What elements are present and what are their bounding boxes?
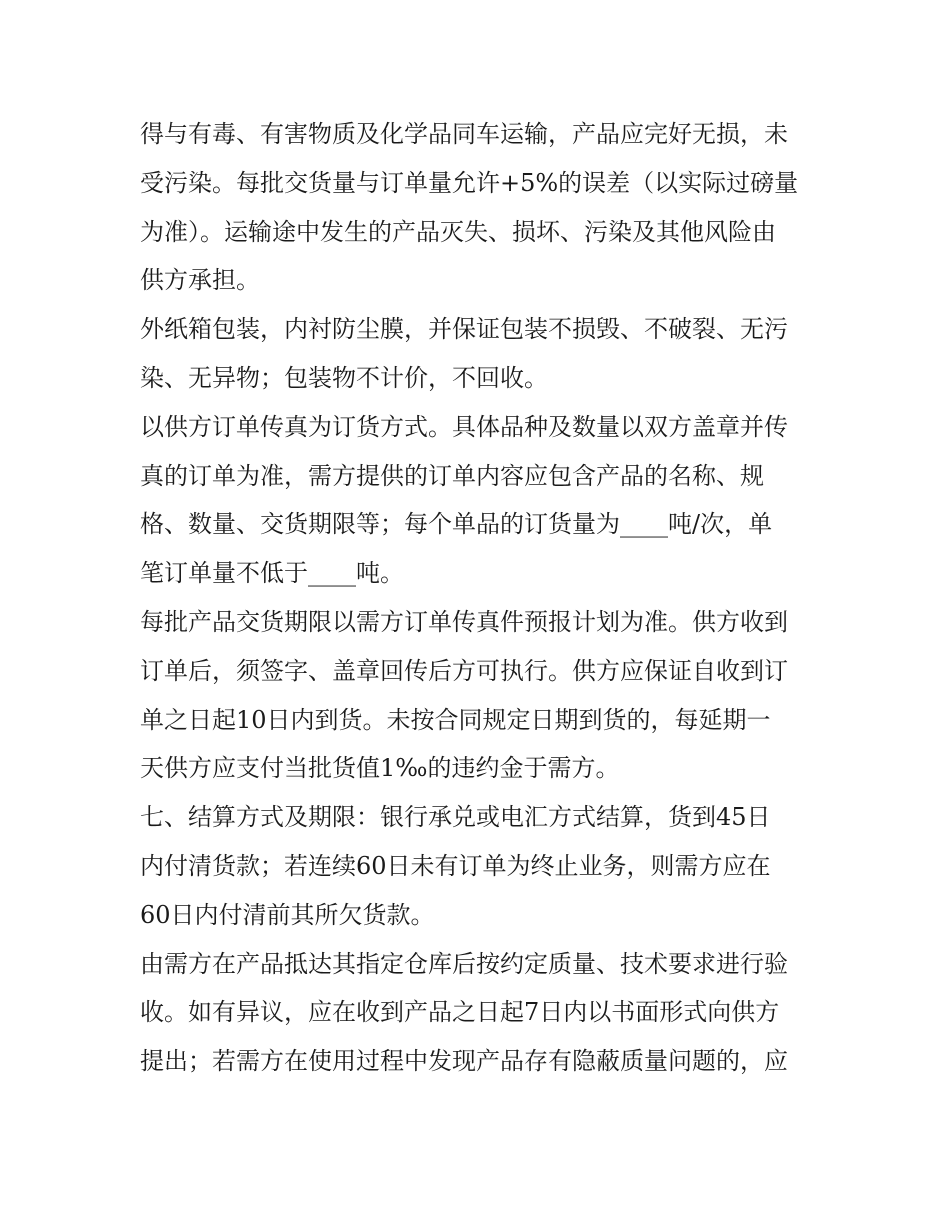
text-line: 七、结算方式及期限：银行承兑或电汇方式结算，货到45日 xyxy=(140,803,771,832)
text-line: 天供方应支付当批货值1‰的违约金于需方。 xyxy=(140,754,620,783)
text-line: 内付清货款；若连续60日未有订单为终止业务，则需方应在 xyxy=(140,851,771,880)
text-line: 染、无异物；包装物不计价，不回收。 xyxy=(140,363,548,392)
text-line: 外纸箱包装，内衬防尘膜，并保证包装不损毁、不破裂、无污 xyxy=(140,315,788,344)
text-line: 笔订单量不低于____吨。 xyxy=(140,559,404,588)
text-line: 收。如有异议，应在收到产品之日起7日内以书面形式向供方 xyxy=(140,998,780,1027)
text-line: 每批产品交货期限以需方订单传真件预报计划为准。供方收到 xyxy=(140,607,788,636)
text-line: 单之日起10日内到货。未按合同规定日期到货的，每延期一 xyxy=(140,705,771,734)
text-line: 由需方在产品抵达其指定仓库后按约定质量、技术要求进行验 xyxy=(140,949,788,978)
text-line: 60日内付清前其所欠货款。 xyxy=(140,900,435,929)
document-body xyxy=(140,110,820,1086)
text-line: 格、数量、交货期限等；每个单品的订货量为____吨/次，单 xyxy=(140,510,773,539)
text-line: 供方承担。 xyxy=(140,266,260,295)
text-line: 以供方订单传真为订货方式。具体品种及数量以双方盖章并传 xyxy=(140,412,788,441)
text-line: 真的订单为准，需方提供的订单内容应包含产品的名称、规 xyxy=(140,461,764,490)
text-line: 订单后，须签字、盖章回传后方可执行。供方应保证自收到订 xyxy=(140,656,788,685)
text-line: 受污染。每批交货量与订单量允许+5%的误差（以实际过磅量 xyxy=(140,168,799,197)
text-line: 得与有毒、有害物质及化学品同车运输，产品应完好无损，未 xyxy=(140,120,788,148)
text-line: 提出；若需方在使用过程中发现产品存有隐蔽质量问题的，应 xyxy=(140,1047,788,1076)
text-line: 为准）。运输途中发生的产品灭失、损坏、污染及其他风险由 xyxy=(140,217,776,246)
